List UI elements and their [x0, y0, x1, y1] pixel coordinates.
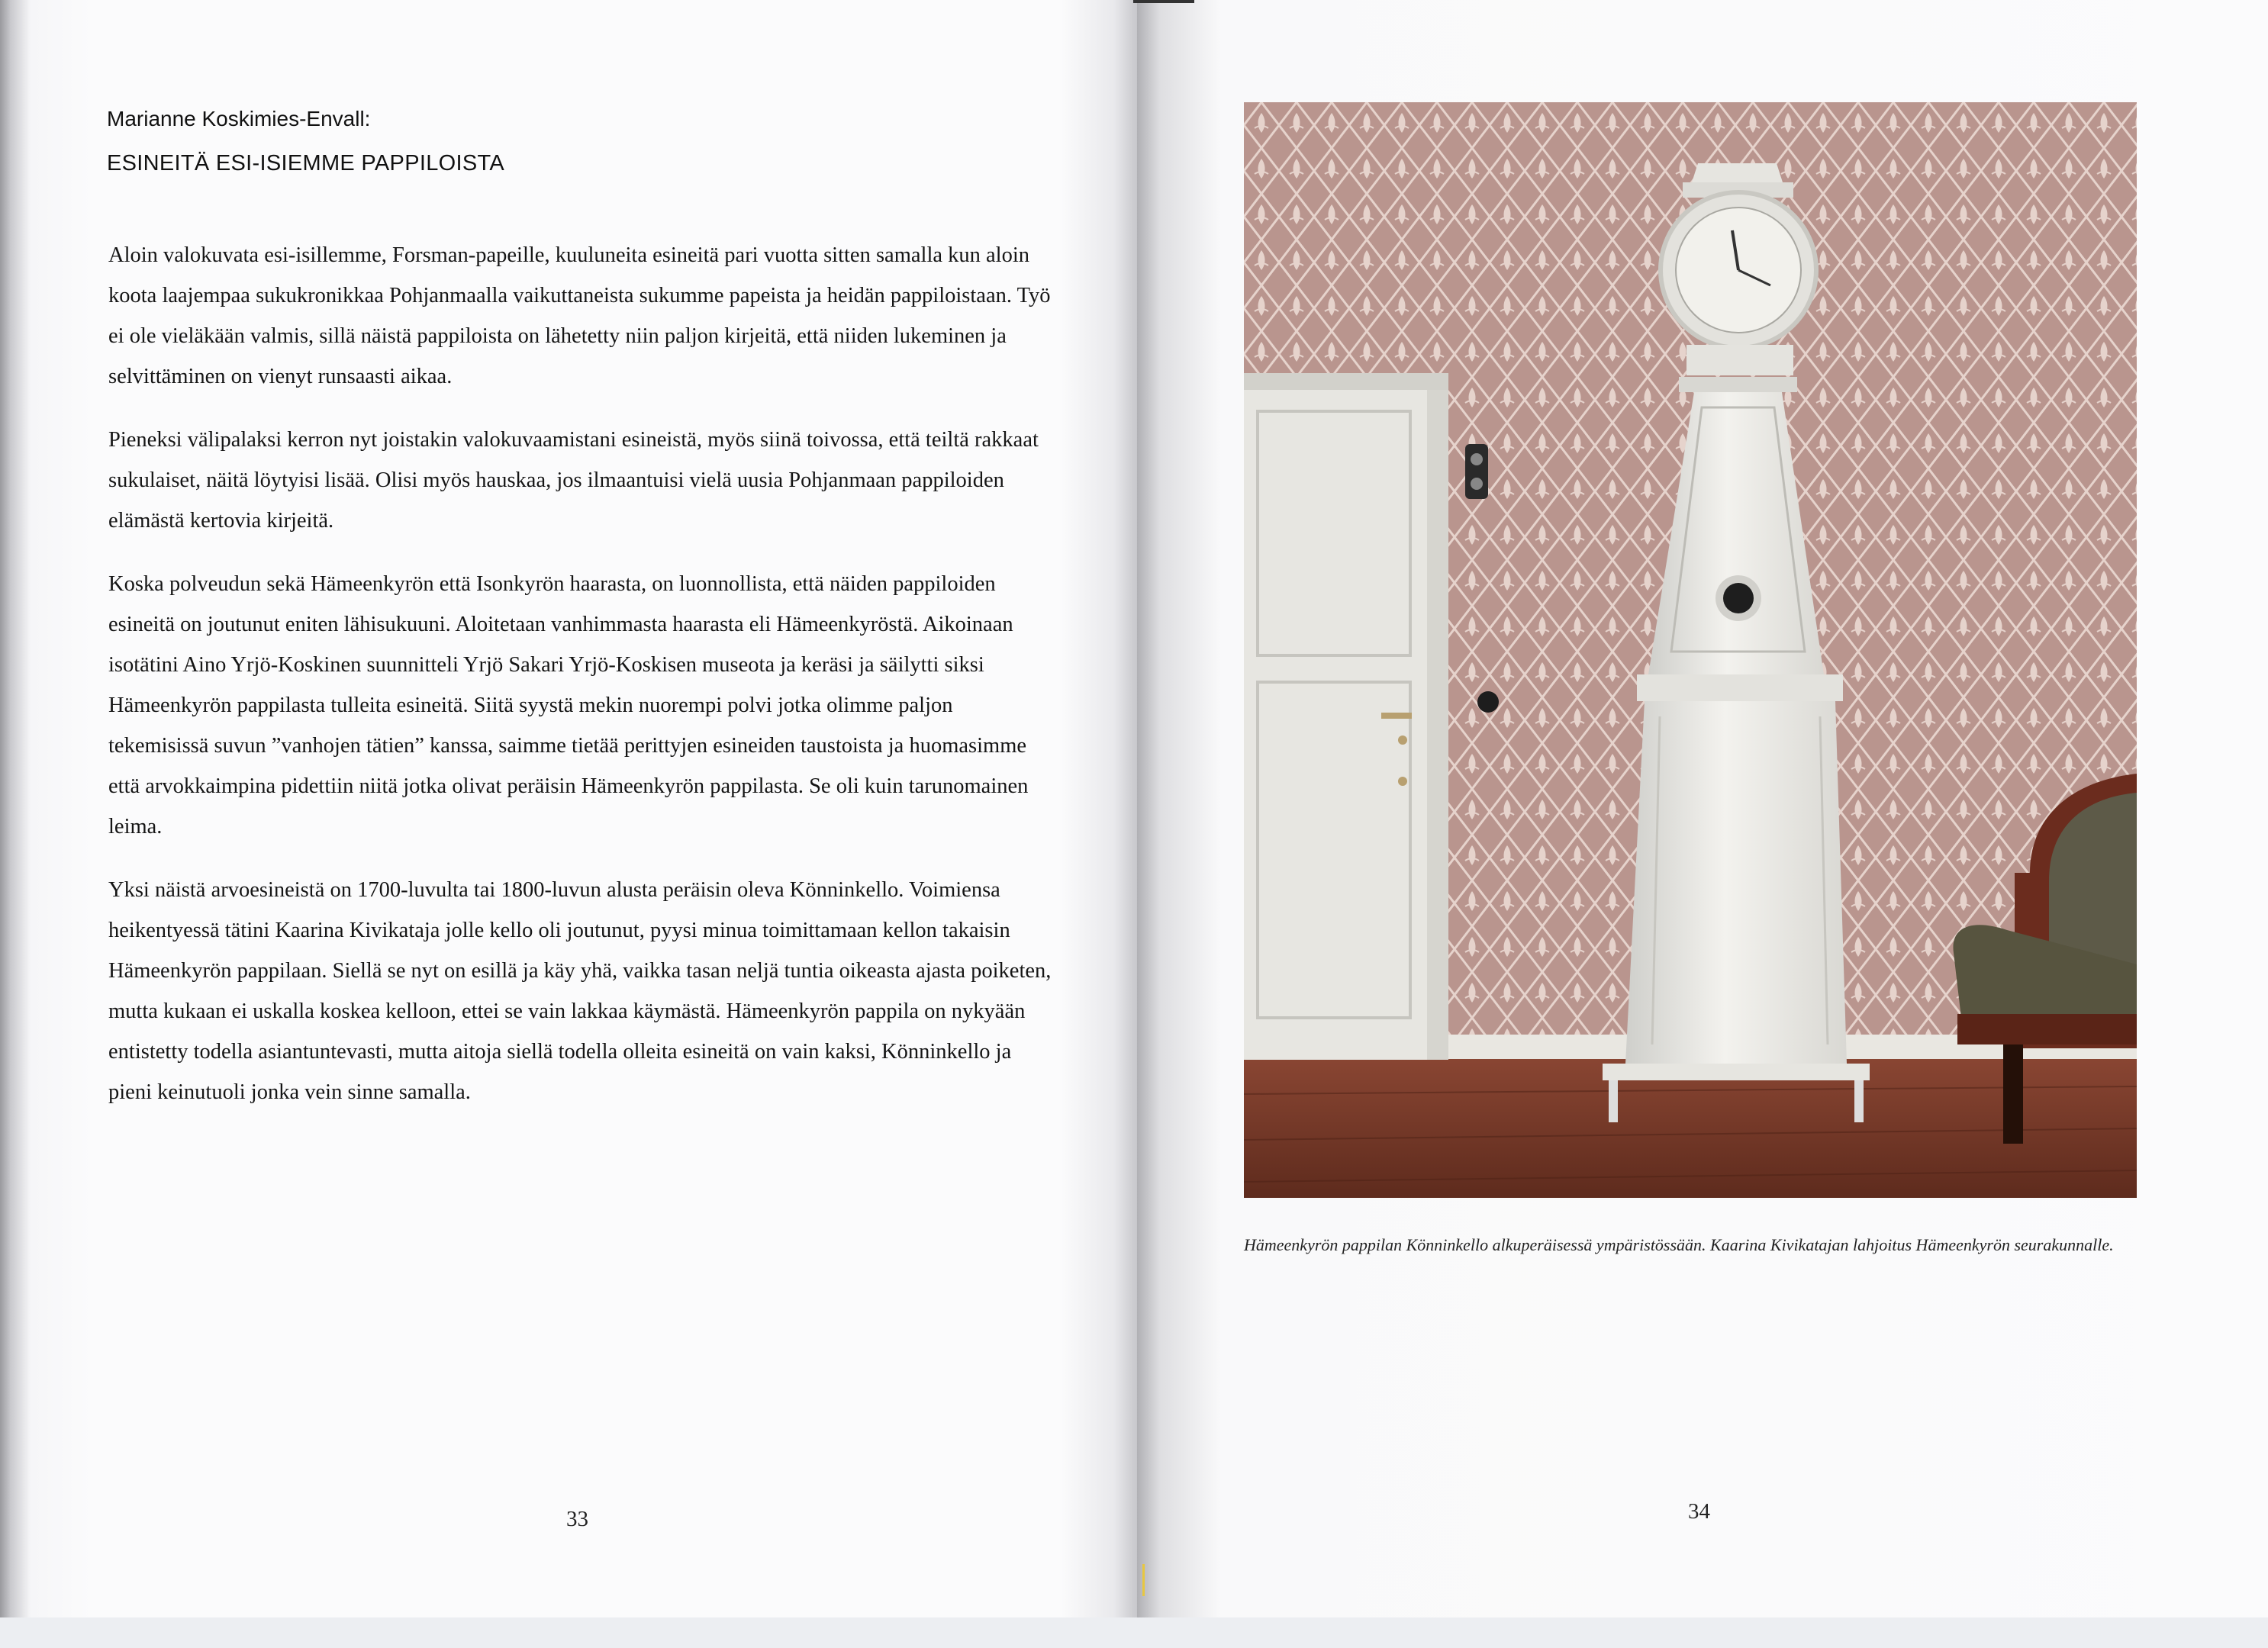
article-body	[108, 235, 1055, 1135]
page-number-right: 34	[1688, 1499, 1710, 1524]
clock-photo	[1244, 102, 2137, 1198]
paragraph: Pieneksi välipalaksi kerron nyt joistakin valokuvaamistani esineistä, myös siinä toivossa, että teiltä rakkaat sukulaiset, näitä löytyisi lisää. Olisi myös hauskaa, jos ilmaantuisi vielä uusia Pohjanmaan pappiloiden elämästä kertovia kirjeitä.	[108, 428, 1039, 533]
paragraph: Koska polveudun sekä Hämeenkyrön että Isonkyrön haarasta, on luonnollista, että näiden pappiloiden esineitä on joutunut eniten lähisukuuni. Aloitetaan vanhimmasta haarasta eli Hämeenkyröstä. Aikoinaan isotätini Aino Yrjö-Koskinen suunnitteli Yrjö Sakari Yrjö-Koskisen museota ja keräsi ja säilytti siksi Hämeenkyrön pappilasta tulleita esineitä. Siitä syystä mekin nuorempi polvi jotka olimme paljon tekemisissä suvun ”vanhojen tätien” kanssa, saimme tietää perittyjen esineiden taustoista ja huomasimme että arvokkaimpina pidettiin niitä jotka olivat peräisin Hämeenkyrön pappilasta. Se oli kuin tarunomainen leima.	[108, 572, 1029, 838]
scan-artifact-mark	[1142, 1564, 1145, 1596]
paragraph: Yksi näistä arvoesineistä on 1700-luvulta tai 1800-luvun alusta peräisin oleva Könninkello. Voimiensa heikentyessä tätini Kaarina Kivikataja jolle kello oli joutunut, pyysi minua toimittamaan kellon takaisin Hämeenkyrön pappilaan. Siellä se nyt on esillä ja käy yhä, vaikka tasan neljä tuntia oikeasta ajasta poiketen, mutta kukaan ei uskalla koskea kelloon, ettei se vain lakkaa käymästä. Hämeenkyrön pappila on nykyään entistetty todella asiantuntevasti, mutta aitoja siellä todella olleita esineitä on vain kaksi, Könninkello ja pieni keinutuoli jonka vein sinne samalla.	[108, 878, 1052, 1104]
paragraph: Aloin valokuvata esi-isillemme, Forsman-papeille, kuuluneita esineitä pari vuotta sitten samalla kun aloin koota laajempaa sukukronikkaa Pohjanmaalla vaikuttaneista sukumme papeista ja heidän pappiloistaan. Työ ei ole vieläkään valmis, sillä näistä pappiloista on lähetetty niin paljon kirjeitä, että niiden lukeminen ja selvittäminen on vienyt runsaasti aikaa.	[108, 243, 1051, 388]
author-name: Marianne Koskimies-Envall:	[107, 107, 371, 130]
page-number-left: 33	[566, 1507, 588, 1531]
photo-caption: Hämeenkyrön pappilan Könninkello alkuperäisessä ympäristössään. Kaarina Kivikatajan lahjoitus Hämeenkyrön seurakunnalle.	[1244, 1235, 2114, 1254]
article-title: ESINEITÄ ESI-ISIEMME PAPPILOISTA	[107, 151, 504, 175]
scan-edge-mark	[1133, 0, 1194, 3]
clock-photo-illustration	[1244, 102, 2137, 1198]
left-page	[0, 0, 1137, 1617]
